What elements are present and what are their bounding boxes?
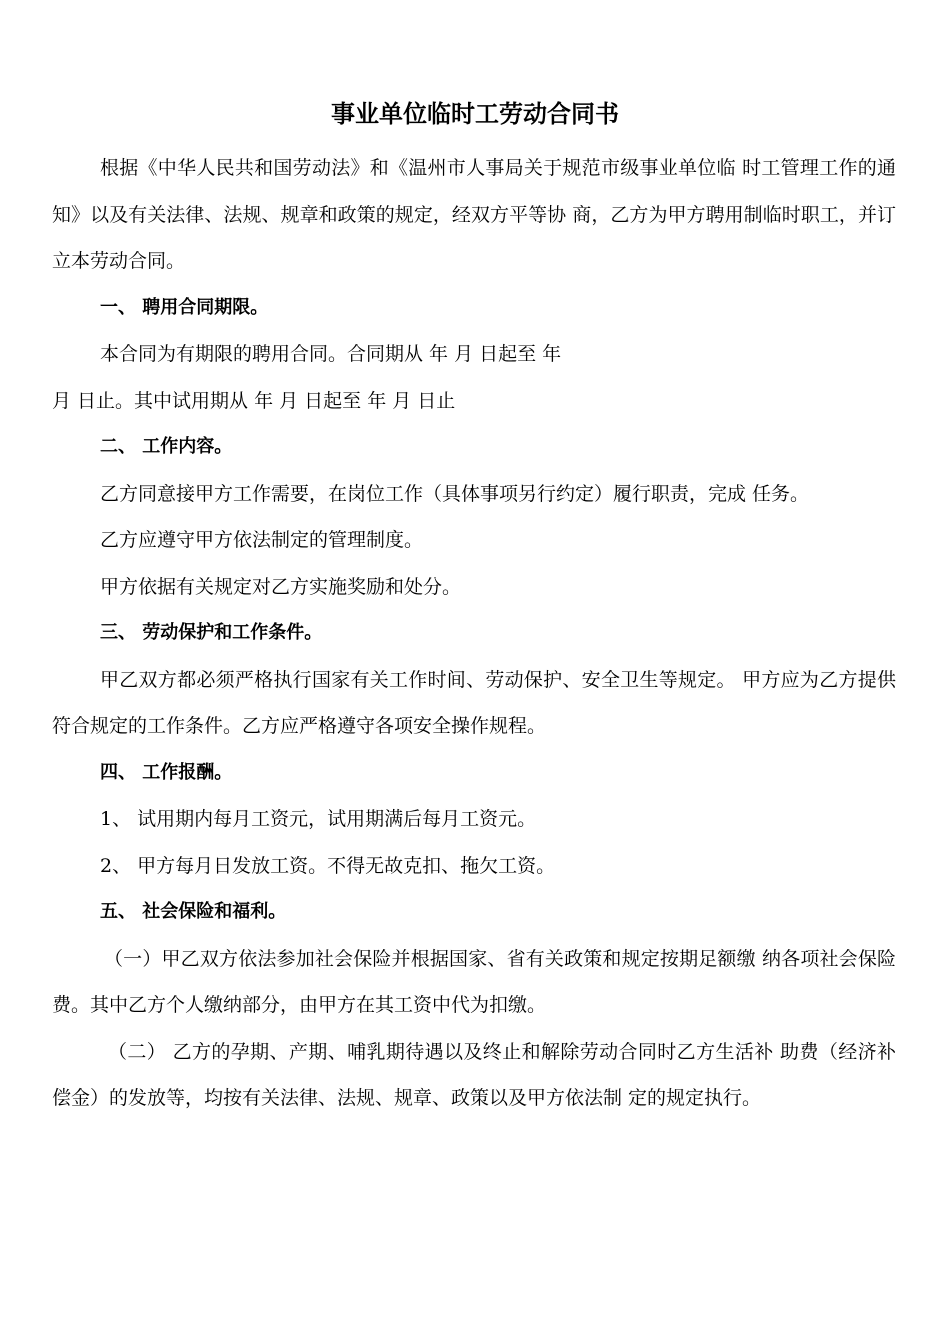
work-content-paragraph-3: 甲方依据有关规定对乙方实施奖励和处分。 [100, 575, 462, 598]
compensation-item-2: 2、 甲方每月日发放工资。不得无故克扣、拖欠工资。 [100, 854, 556, 877]
labor-protection-paragraph: 甲乙双方都必须严格执行国家有关工作时间、劳动保护、安全卫生等规定。 甲方应为乙方提供符合规定的工作条件。乙方应严格遵守各项安全操作规程。 [52, 668, 896, 737]
section-heading-work-content: 二、 工作内容。 [100, 436, 233, 457]
social-insurance-paragraph-2: （二） 乙方的孕期、产期、哺乳期待遇以及终止和解除劳动合同时乙方生活补 助费（经济补偿金）的发放等，均按有关法律、法规、规章、政策以及甲方依法制 定的规定执行。 [52, 1040, 896, 1109]
document-title: 事业单位临时工劳动合同书 [331, 100, 619, 128]
work-content-paragraph-2: 乙方应遵守甲方依法制定的管理制度。 [100, 529, 424, 551]
social-insurance-paragraph-1: （一）甲乙双方依法参加社会保险并根据国家、省有关政策和规定按期足额缴 纳各项社会保险费。其中乙方个人缴纳部分，由甲方在其工资中代为扣缴。 [52, 947, 896, 1016]
document-body [52, 145, 896, 1122]
compensation-item-1: 1、 试用期内每月工资元，试用期满后每月工资元。 [100, 808, 537, 830]
section-heading-term: 一、 聘用合同期限。 [100, 296, 269, 318]
term-paragraph-2: 月 日止。其中试用期从 年 月 日起至 年 月 日止 [52, 389, 456, 412]
intro-paragraph: 根据《中华人民共和国劳动法》和《温州市人事局关于规范市级事业单位临 时工管理工作的通知》以及有关法律、法规、规章和政策的规定，经双方平等协 商，乙方为甲方聘用制临时职工，并订立本劳动合同。 [52, 157, 896, 272]
work-content-paragraph-1: 乙方同意接甲方工作需要，在岗位工作（具体事项另行约定）履行职责，完成 任务。 [100, 482, 810, 505]
section-heading-labor-protection: 三、 劳动保护和工作条件。 [100, 622, 323, 643]
section-heading-compensation: 四、 工作报酬。 [100, 761, 233, 783]
term-paragraph-1: 本合同为有期限的聘用合同。合同期从 年 月 日起至 年 [100, 343, 562, 365]
section-heading-social-insurance: 五、 社会保险和福利。 [100, 901, 287, 922]
